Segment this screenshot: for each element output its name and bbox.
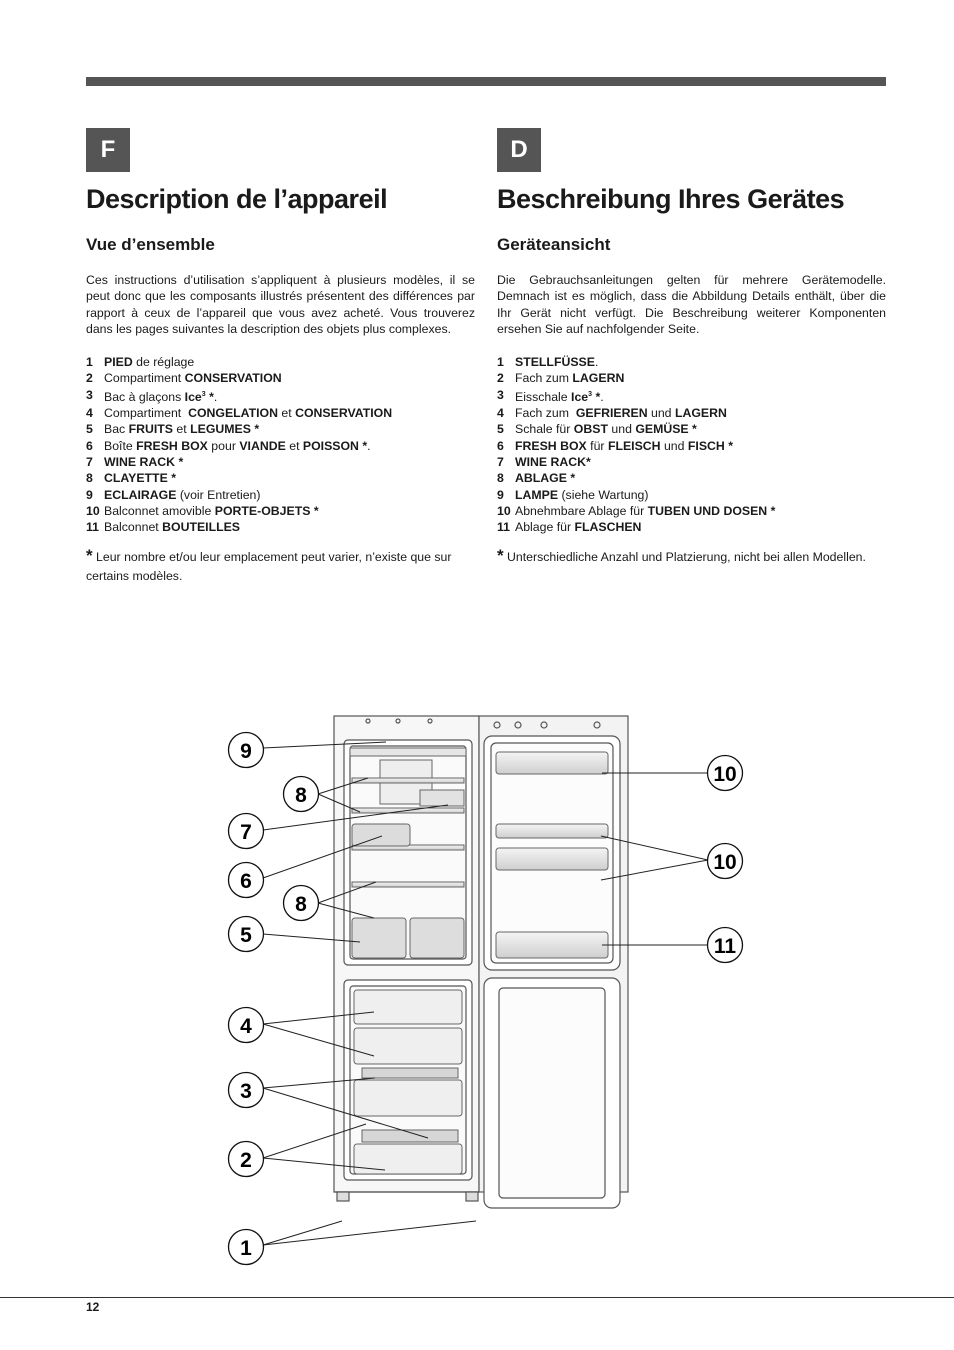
part-label: Compartiment CONSERVATION	[104, 371, 282, 386]
callout-7	[229, 814, 264, 849]
part-number: 7	[86, 455, 93, 470]
part-label: ABLAGE *	[515, 471, 576, 486]
part-number: 6	[86, 438, 93, 453]
callout-1	[229, 1230, 264, 1265]
part-label: Balconnet amovible PORTE-OBJETS *	[104, 503, 319, 518]
callout-2	[229, 1142, 264, 1177]
part-label: Eisschale Ice$^3$ *.	[515, 389, 604, 404]
part-label: Abnehmbare Ablage für TUBEN UND DOSEN *	[515, 503, 776, 518]
part-number: 4	[86, 406, 93, 421]
part-label: Schale für OBST und GEMÜSE *	[515, 422, 697, 437]
language-badge-f: F	[86, 128, 130, 172]
german-intro: Die Gebrauchsanleitungen gelten für mehrere Gerätemodelle. Demnach ist es möglich, dass die Abbildung Details enthält, über die Ihr Gerät nicht verfügt. Die Beschreibung weiterer Komponenten ersehen Sie auf nachfolgender Seite.	[497, 273, 886, 336]
callout-10-upper	[708, 756, 743, 791]
callout-6	[229, 863, 264, 898]
svg-text:10: 10	[713, 851, 737, 874]
note-asterisk: *	[497, 545, 504, 565]
svg-text:4: 4	[240, 1015, 252, 1038]
footer-rule	[0, 1297, 954, 1298]
part-number: 7	[497, 455, 504, 470]
note-text: Unterschiedliche Anzahl und Platzierung, nicht bei allen Modellen.	[503, 549, 866, 564]
callout-4	[229, 1008, 264, 1043]
part-number: 9	[497, 487, 504, 502]
part-number: 5	[497, 422, 504, 437]
part-label: Fach zum GEFRIEREN und LAGERN	[515, 406, 727, 421]
french-title: Description de l’appareil	[86, 184, 388, 214]
part-number: 10	[86, 503, 100, 518]
part-number: 8	[497, 471, 504, 486]
part-number: 4	[497, 406, 504, 421]
part-number: 10	[497, 503, 511, 518]
callout-10-lower	[708, 844, 743, 879]
part-label: Fach zum LAGERN	[515, 371, 625, 386]
part-label: STELLFÜSSE.	[515, 355, 599, 370]
callout-8-upper	[284, 777, 319, 812]
callout-11	[708, 928, 743, 963]
part-number: 2	[86, 371, 93, 386]
part-label: Balconnet BOUTEILLES	[104, 520, 241, 535]
part-number: 3	[497, 387, 504, 402]
part-label: FRESH BOX für FLEISCH und FISCH *	[515, 438, 733, 453]
svg-text:7: 7	[240, 821, 252, 844]
page-number: 12	[86, 1300, 100, 1314]
part-label: CLAYETTE *	[104, 471, 176, 486]
part-label: Bac FRUITS et LEGUMES *	[104, 422, 260, 437]
part-number: 8	[86, 471, 93, 486]
callout-3	[229, 1073, 264, 1108]
part-label: WINE RACK*	[515, 455, 591, 470]
part-label: Compartiment CONGELATION et CONSERVATION	[104, 406, 393, 421]
svg-text:3: 3	[240, 1080, 252, 1103]
part-number: 11	[497, 520, 510, 535]
svg-text:11: 11	[713, 935, 737, 958]
german-title: Beschreibung Ihres Gerätes	[497, 184, 845, 214]
callout-9	[229, 733, 264, 768]
part-number: 1	[497, 355, 504, 370]
part-label: PIED de réglage	[104, 355, 195, 370]
part-number: 1	[86, 355, 93, 370]
note-asterisk: *	[86, 545, 93, 565]
part-label: LAMPE (siehe Wartung)	[515, 487, 649, 502]
svg-text:2: 2	[240, 1149, 252, 1172]
part-number: 11	[86, 520, 99, 535]
part-number: 9	[86, 487, 93, 502]
french-subtitle: Vue d’ensemble	[86, 235, 215, 254]
french-intro: Ces instructions d’utilisation s’appliquent à plusieurs modèles, il se peut donc que les composants illustrés présentent des différences par rapport à ceux de l’appareil que vous avez acheté. Vous trouverez dans les pages suivantes la description des objets plus complexes.	[86, 273, 475, 336]
language-badge-d: D	[497, 128, 541, 172]
callout-8-lower	[284, 886, 319, 921]
svg-text:8: 8	[295, 893, 307, 916]
callout-5	[229, 917, 264, 952]
note-text: Leur nombre et/ou leur emplacement peut varier, n’existe que sur certains modèles.	[86, 549, 452, 583]
part-number: 2	[497, 371, 504, 386]
part-label: ECLAIRAGE (voir Entretien)	[104, 487, 261, 502]
svg-text:5: 5	[240, 924, 252, 947]
part-label: Bac à glaçons Ice$^3$ *.	[104, 389, 218, 404]
part-number: 3	[86, 387, 93, 402]
part-label: Ablage für FLASCHEN	[515, 520, 642, 535]
svg-text:9: 9	[240, 740, 252, 763]
part-label: WINE RACK *	[104, 455, 184, 470]
part-number: 5	[86, 422, 93, 437]
svg-text:1: 1	[240, 1237, 252, 1260]
part-label: Boîte FRESH BOX pour VIANDE et POISSON *.	[104, 438, 371, 453]
part-number: 6	[497, 438, 504, 453]
svg-text:6: 6	[240, 870, 252, 893]
german-subtitle: Geräteansicht	[497, 235, 611, 254]
svg-text:8: 8	[295, 784, 307, 807]
svg-text:10: 10	[713, 763, 737, 786]
